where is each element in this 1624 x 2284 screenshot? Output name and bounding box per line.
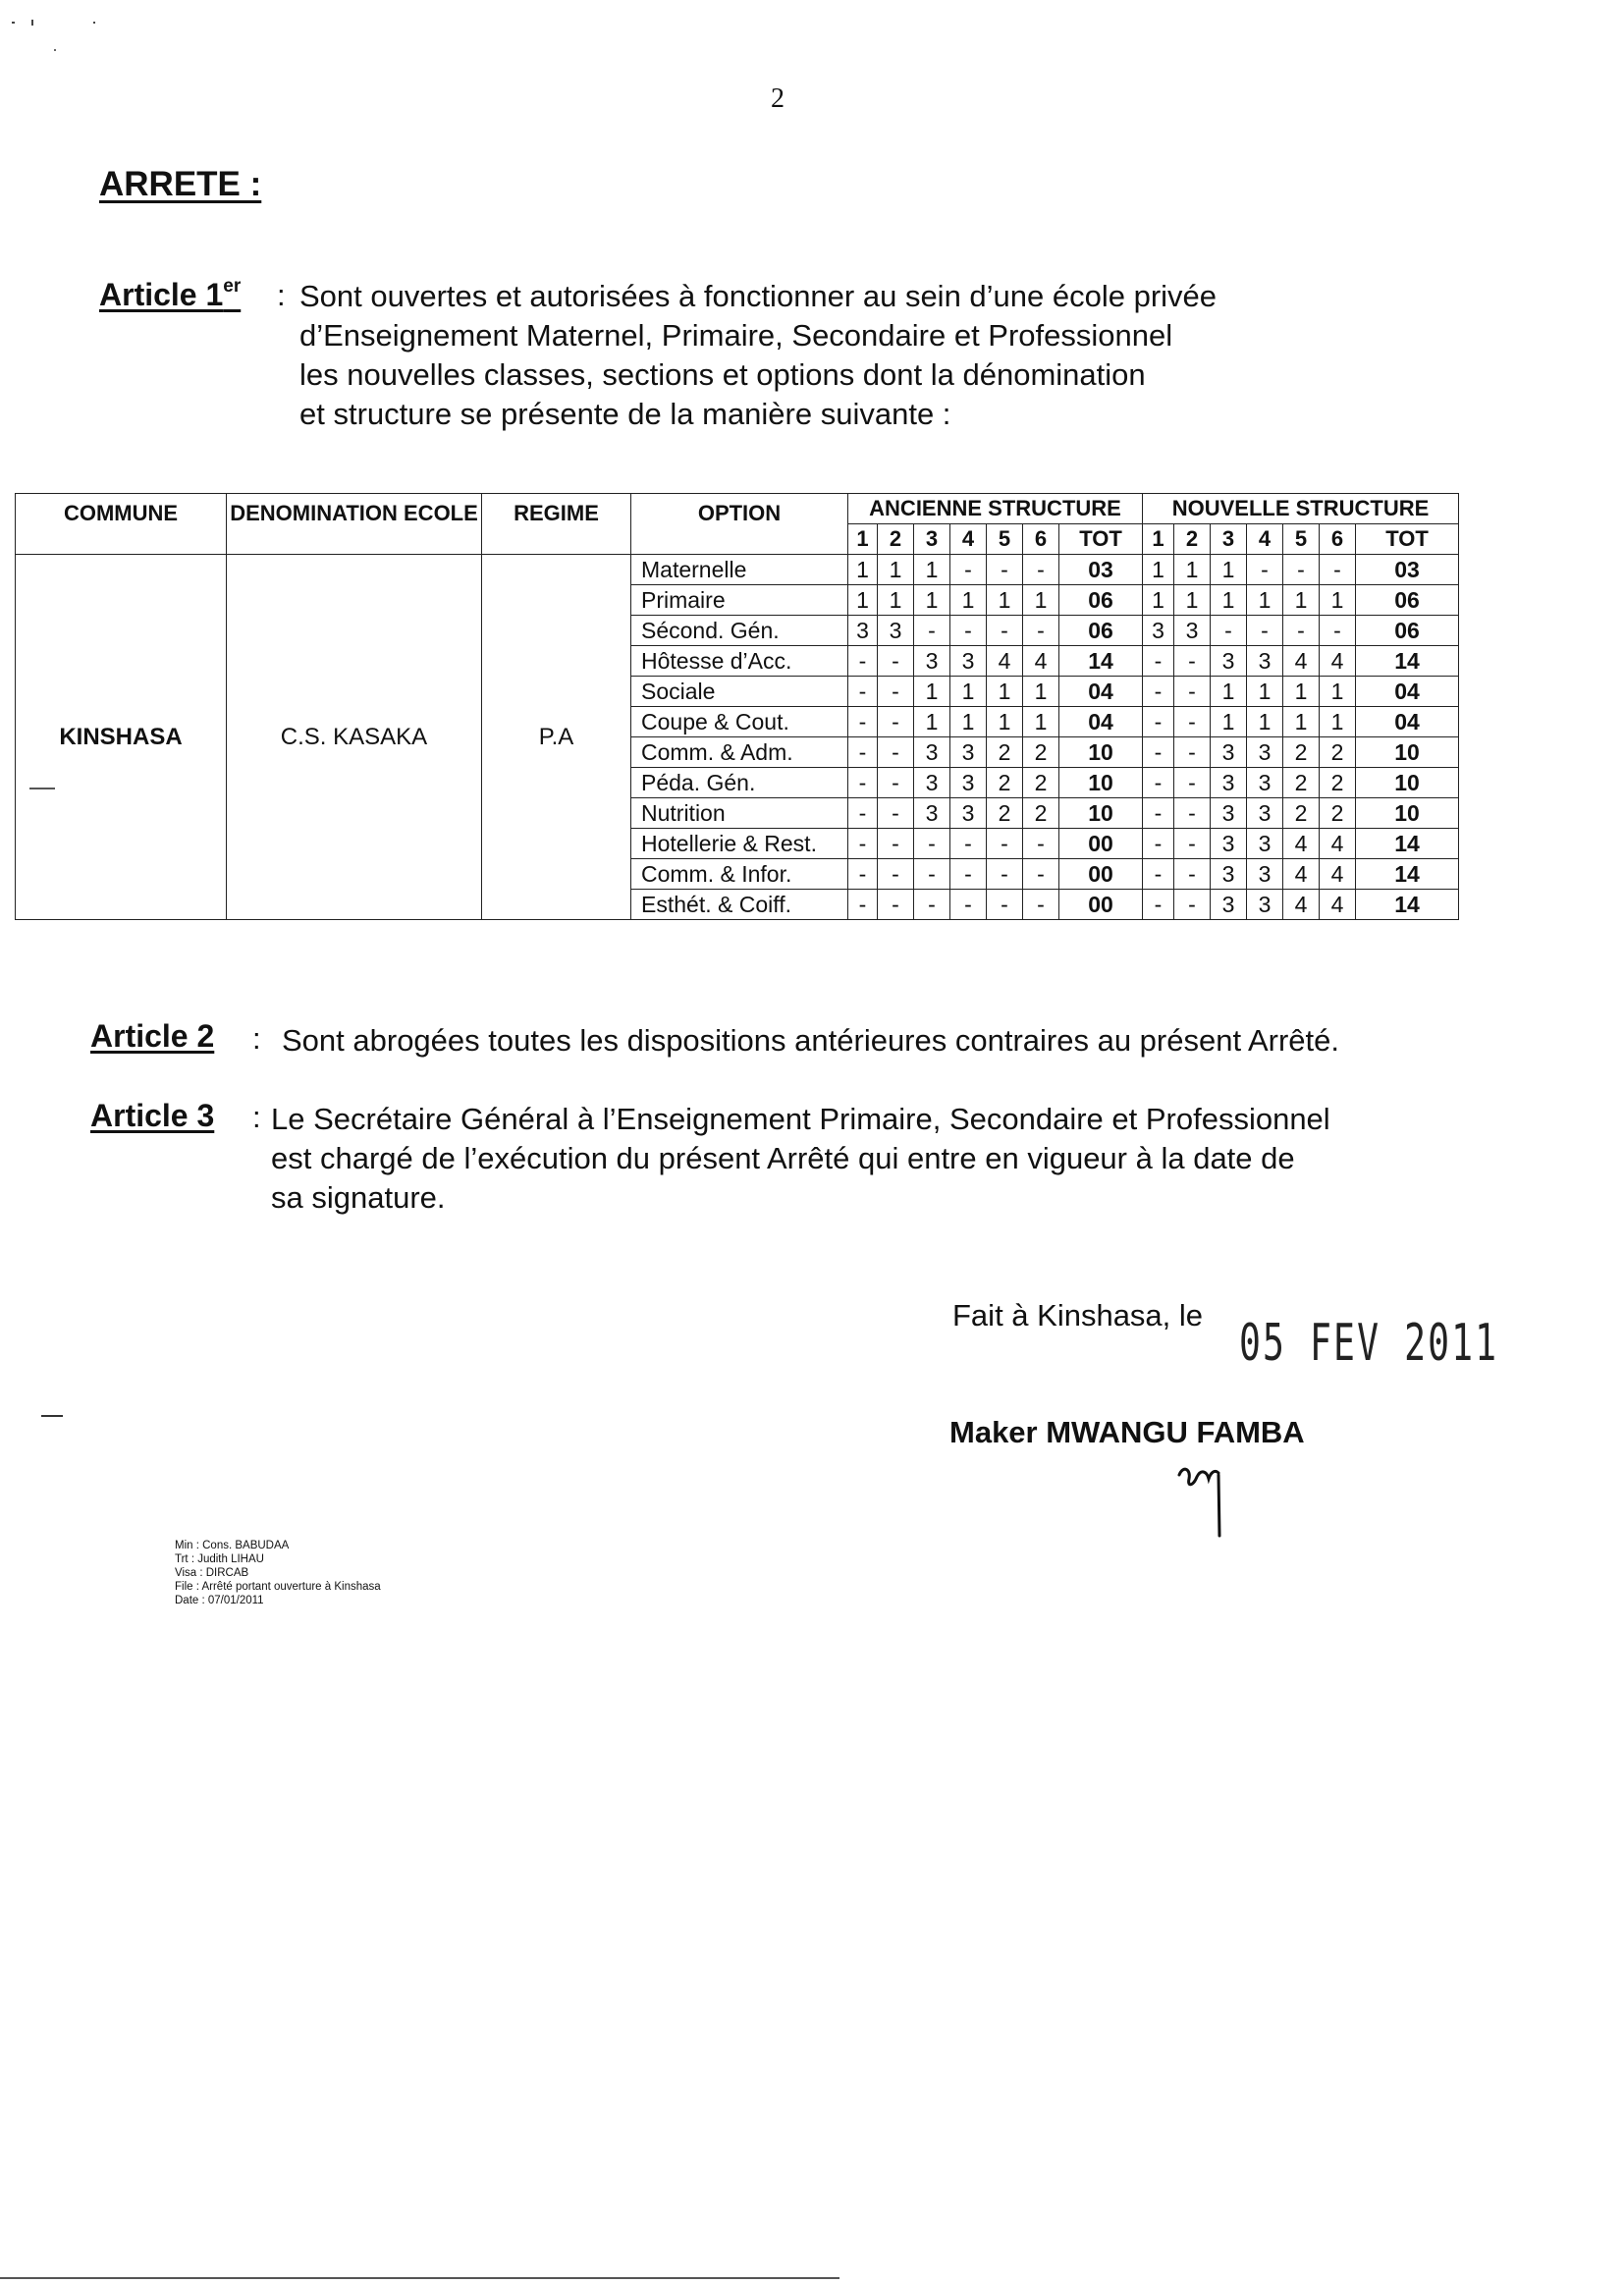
ancienne-year-cell: 1 — [914, 585, 950, 616]
ancienne-year-cell: - — [878, 677, 914, 707]
nouvelle-year-cell: - — [1320, 616, 1356, 646]
option-cell: Coupe & Cout. — [631, 707, 848, 737]
ancienne-year-cell: - — [1023, 555, 1059, 585]
ancienne-year-cell: - — [878, 768, 914, 798]
ancienne-total-cell: 14 — [1059, 646, 1143, 677]
ancienne-year-cell: 3 — [950, 737, 987, 768]
ancienne-year-cell: - — [987, 890, 1023, 920]
ancienne-total-cell: 06 — [1059, 585, 1143, 616]
nouvelle-year-cell: 1 — [1174, 555, 1211, 585]
subheader-cell: TOT — [1356, 524, 1459, 555]
ancienne-year-cell: 1 — [987, 677, 1023, 707]
option-cell: Péda. Gén. — [631, 768, 848, 798]
nouvelle-year-cell: 1 — [1211, 555, 1247, 585]
nouvelle-year-cell: 1 — [1211, 707, 1247, 737]
nouvelle-year-cell: - — [1143, 737, 1174, 768]
nouvelle-total-cell: 06 — [1356, 616, 1459, 646]
nouvelle-year-cell: - — [1174, 737, 1211, 768]
reference-block: Min : Cons. BABUDAA Trt : Judith LIHAU Visa : DIRCAB File : Arrêté portant ouverture à Kinshasa Date : 07/01/2011 — [175, 1540, 381, 1606]
ancienne-year-cell: 4 — [987, 646, 1023, 677]
nouvelle-year-cell: 3 — [1247, 829, 1283, 859]
ancienne-year-cell: 2 — [1023, 798, 1059, 829]
nouvelle-year-cell: 1 — [1211, 677, 1247, 707]
nouvelle-total-cell: 04 — [1356, 677, 1459, 707]
ancienne-year-cell: - — [914, 616, 950, 646]
subheader-cell: 6 — [1023, 524, 1059, 555]
nouvelle-year-cell: - — [1320, 555, 1356, 585]
header-nouvelle-structure: NOUVELLE STRUCTURE — [1143, 494, 1459, 524]
nouvelle-total-cell: 06 — [1356, 585, 1459, 616]
option-cell: Nutrition — [631, 798, 848, 829]
ancienne-total-cell: 04 — [1059, 707, 1143, 737]
ancienne-year-cell: 2 — [987, 737, 1023, 768]
ancienne-year-cell: - — [878, 737, 914, 768]
nouvelle-year-cell: 3 — [1143, 616, 1174, 646]
ancienne-year-cell: 3 — [950, 646, 987, 677]
nouvelle-year-cell: - — [1143, 890, 1174, 920]
table-body — [16, 555, 1459, 920]
nouvelle-total-cell: 14 — [1356, 859, 1459, 890]
nouvelle-year-cell: - — [1143, 646, 1174, 677]
ancienne-year-cell: - — [987, 859, 1023, 890]
option-cell: Primaire — [631, 585, 848, 616]
denomination-cell: C.S. KASAKA — [227, 555, 482, 920]
ancienne-year-cell: 1 — [848, 555, 878, 585]
table-row — [16, 555, 1459, 585]
signatory-name: Maker MWANGU FAMBA — [949, 1415, 1305, 1449]
nouvelle-year-cell: - — [1143, 677, 1174, 707]
nouvelle-year-cell: - — [1174, 677, 1211, 707]
ancienne-year-cell: - — [987, 616, 1023, 646]
handwritten-signature — [1173, 1463, 1252, 1542]
nouvelle-year-cell: - — [1283, 616, 1320, 646]
nouvelle-year-cell: - — [1174, 829, 1211, 859]
nouvelle-year-cell: 4 — [1283, 646, 1320, 677]
nouvelle-year-cell: - — [1143, 829, 1174, 859]
subheader-cell: 3 — [1211, 524, 1247, 555]
place-and-date-label: Fait à Kinshasa, le — [952, 1298, 1204, 1332]
nouvelle-year-cell: - — [1174, 768, 1211, 798]
nouvelle-year-cell: 2 — [1283, 768, 1320, 798]
nouvelle-year-cell: 3 — [1211, 890, 1247, 920]
ancienne-year-cell: - — [878, 829, 914, 859]
ancienne-year-cell: 1 — [987, 707, 1023, 737]
ancienne-total-cell: 10 — [1059, 798, 1143, 829]
option-cell: Sécond. Gén. — [631, 616, 848, 646]
ancienne-total-cell: 00 — [1059, 829, 1143, 859]
article-1-label: Article 1er — [99, 276, 242, 312]
header-regime: REGIME — [482, 494, 631, 555]
ancienne-year-cell: 3 — [914, 798, 950, 829]
nouvelle-year-cell: 3 — [1247, 768, 1283, 798]
header-denomination: DENOMINATION ECOLE — [227, 494, 482, 555]
nouvelle-year-cell: - — [1143, 859, 1174, 890]
nouvelle-year-cell: 4 — [1320, 890, 1356, 920]
ancienne-year-cell: - — [950, 890, 987, 920]
ancienne-year-cell: 4 — [1023, 646, 1059, 677]
option-cell: Comm. & Infor. — [631, 859, 848, 890]
nouvelle-year-cell: 1 — [1174, 585, 1211, 616]
ancienne-year-cell: 2 — [987, 798, 1023, 829]
subheader-cell: 2 — [878, 524, 914, 555]
subheader-cell: 6 — [1320, 524, 1356, 555]
ancienne-year-cell: 1 — [914, 677, 950, 707]
nouvelle-year-cell: 2 — [1283, 798, 1320, 829]
nouvelle-year-cell: 2 — [1320, 768, 1356, 798]
ancienne-year-cell: - — [1023, 829, 1059, 859]
nouvelle-year-cell: 3 — [1211, 829, 1247, 859]
subheader-cell: 1 — [848, 524, 878, 555]
nouvelle-total-cell: 14 — [1356, 646, 1459, 677]
ancienne-year-cell: - — [848, 646, 878, 677]
ancienne-year-cell: - — [1023, 616, 1059, 646]
nouvelle-year-cell: 4 — [1283, 890, 1320, 920]
ancienne-year-cell: 1 — [1023, 707, 1059, 737]
nouvelle-year-cell: 1 — [1320, 677, 1356, 707]
nouvelle-year-cell: - — [1247, 616, 1283, 646]
nouvelle-total-cell: 10 — [1356, 768, 1459, 798]
ancienne-year-cell: 2 — [987, 768, 1023, 798]
nouvelle-year-cell: - — [1174, 798, 1211, 829]
nouvelle-year-cell: 1 — [1247, 677, 1283, 707]
page-number: 2 — [771, 83, 785, 114]
ancienne-year-cell: - — [878, 646, 914, 677]
nouvelle-total-cell: 03 — [1356, 555, 1459, 585]
nouvelle-year-cell: 1 — [1283, 585, 1320, 616]
nouvelle-year-cell: - — [1174, 707, 1211, 737]
ancienne-year-cell: - — [914, 890, 950, 920]
ancienne-total-cell: 04 — [1059, 677, 1143, 707]
ancienne-year-cell: - — [1023, 859, 1059, 890]
nouvelle-year-cell: 1 — [1143, 585, 1174, 616]
ancienne-year-cell: - — [848, 859, 878, 890]
nouvelle-year-cell: 3 — [1211, 768, 1247, 798]
subheader-cell: TOT — [1059, 524, 1143, 555]
scan-mark — [41, 1415, 63, 1417]
nouvelle-total-cell: 10 — [1356, 737, 1459, 768]
nouvelle-total-cell: 14 — [1356, 890, 1459, 920]
ancienne-year-cell: 3 — [878, 616, 914, 646]
option-cell: Comm. & Adm. — [631, 737, 848, 768]
subheader-cell: 3 — [914, 524, 950, 555]
nouvelle-year-cell: - — [1283, 555, 1320, 585]
ancienne-year-cell: - — [848, 737, 878, 768]
ancienne-year-cell: - — [914, 829, 950, 859]
nouvelle-year-cell: - — [1174, 890, 1211, 920]
nouvelle-year-cell: - — [1247, 555, 1283, 585]
option-cell: Hotellerie & Rest. — [631, 829, 848, 859]
decree-heading: ARRETE : — [99, 165, 262, 203]
ancienne-year-cell: - — [950, 829, 987, 859]
nouvelle-year-cell: - — [1143, 707, 1174, 737]
ancienne-year-cell: 1 — [1023, 585, 1059, 616]
nouvelle-year-cell: 1 — [1143, 555, 1174, 585]
ancienne-year-cell: - — [987, 829, 1023, 859]
ancienne-year-cell: 1 — [950, 707, 987, 737]
ancienne-year-cell: 3 — [950, 768, 987, 798]
ancienne-year-cell: 1 — [914, 707, 950, 737]
scan-speck — [93, 22, 95, 24]
ancienne-year-cell: - — [878, 890, 914, 920]
nouvelle-year-cell: 2 — [1283, 737, 1320, 768]
ancienne-year-cell: - — [950, 616, 987, 646]
scan-speck — [12, 22, 15, 24]
article-3-colon: : — [252, 1100, 261, 1134]
scan-speck — [54, 49, 56, 51]
option-cell: Esthét. & Coiff. — [631, 890, 848, 920]
ancienne-year-cell: 1 — [1023, 677, 1059, 707]
ancienne-total-cell: 10 — [1059, 768, 1143, 798]
ancienne-year-cell: 1 — [878, 555, 914, 585]
nouvelle-total-cell: 14 — [1356, 829, 1459, 859]
subheader-cell: 4 — [1247, 524, 1283, 555]
commune-cell: KINSHASA — [16, 555, 227, 920]
nouvelle-year-cell: 3 — [1211, 646, 1247, 677]
nouvelle-year-cell: - — [1143, 768, 1174, 798]
header-row — [16, 494, 1459, 524]
ancienne-total-cell: 10 — [1059, 737, 1143, 768]
nouvelle-year-cell: 1 — [1247, 585, 1283, 616]
nouvelle-year-cell: - — [1174, 646, 1211, 677]
ancienne-year-cell: - — [878, 707, 914, 737]
ancienne-year-cell: 3 — [914, 737, 950, 768]
bottom-rule — [0, 2277, 839, 2279]
ancienne-year-cell: - — [878, 859, 914, 890]
nouvelle-year-cell: 3 — [1247, 798, 1283, 829]
ancienne-year-cell: - — [1023, 890, 1059, 920]
stamped-date: 05 FEV 2011 — [1239, 1314, 1499, 1373]
subheader-cell: 5 — [987, 524, 1023, 555]
ancienne-year-cell: - — [848, 707, 878, 737]
ancienne-year-cell: 1 — [914, 555, 950, 585]
ancienne-year-cell: 2 — [1023, 737, 1059, 768]
nouvelle-year-cell: 2 — [1320, 798, 1356, 829]
ancienne-year-cell: - — [848, 890, 878, 920]
ancienne-year-cell: - — [848, 677, 878, 707]
ancienne-year-cell: 3 — [914, 768, 950, 798]
nouvelle-year-cell: 3 — [1247, 859, 1283, 890]
nouvelle-year-cell: 4 — [1283, 829, 1320, 859]
nouvelle-year-cell: 3 — [1211, 859, 1247, 890]
header-commune: COMMUNE — [16, 494, 227, 555]
ancienne-year-cell: 2 — [1023, 768, 1059, 798]
ancienne-year-cell: 1 — [878, 585, 914, 616]
option-cell: Sociale — [631, 677, 848, 707]
subheader-cell: 5 — [1283, 524, 1320, 555]
nouvelle-year-cell: 4 — [1283, 859, 1320, 890]
ancienne-total-cell: 03 — [1059, 555, 1143, 585]
nouvelle-total-cell: 10 — [1356, 798, 1459, 829]
nouvelle-year-cell: 1 — [1211, 585, 1247, 616]
article-1-colon: : — [277, 278, 286, 312]
nouvelle-year-cell: - — [1143, 798, 1174, 829]
nouvelle-year-cell: 2 — [1320, 737, 1356, 768]
nouvelle-year-cell: 3 — [1174, 616, 1211, 646]
ancienne-year-cell: - — [914, 859, 950, 890]
article-2-label: Article 2 — [90, 1018, 215, 1054]
nouvelle-year-cell: 4 — [1320, 646, 1356, 677]
ancienne-year-cell: 3 — [914, 646, 950, 677]
nouvelle-year-cell: 3 — [1247, 646, 1283, 677]
nouvelle-year-cell: 1 — [1283, 707, 1320, 737]
ancienne-year-cell: 1 — [848, 585, 878, 616]
ancienne-year-cell: - — [950, 859, 987, 890]
option-cell: Hôtesse d’Acc. — [631, 646, 848, 677]
nouvelle-year-cell: 1 — [1320, 585, 1356, 616]
option-cell: Maternelle — [631, 555, 848, 585]
ancienne-year-cell: - — [987, 555, 1023, 585]
ancienne-year-cell: 1 — [950, 677, 987, 707]
structure-table — [15, 493, 1459, 920]
article-2-colon: : — [252, 1021, 261, 1056]
nouvelle-year-cell: 3 — [1247, 890, 1283, 920]
article-2-text: Sont abrogées toutes les dispositions antérieures contraires au présent Arrêté. — [282, 1023, 1340, 1058]
nouvelle-year-cell: 1 — [1247, 707, 1283, 737]
ancienne-year-cell: 3 — [848, 616, 878, 646]
nouvelle-year-cell: 3 — [1211, 798, 1247, 829]
subheader-cell: 1 — [1143, 524, 1174, 555]
ancienne-total-cell: 00 — [1059, 859, 1143, 890]
article-3-label: Article 3 — [90, 1098, 215, 1133]
article-3-text: Le Secrétaire Général à l’Enseignement Primaire, Secondaire et Professionnel est chargé de l’exécution du présent Arrêté qui entre en vigueur à la date de sa signature. — [271, 1102, 1330, 1215]
ancienne-total-cell: 06 — [1059, 616, 1143, 646]
subheader-cell: 4 — [950, 524, 987, 555]
nouvelle-year-cell: 4 — [1320, 859, 1356, 890]
article-1-text: Sont ouvertes et autorisées à fonctionner au sein d’une école privée d’Enseignement Maternel, Primaire, Secondaire et Professionnel les nouvelles classes, sections et options dont la dénomination et structure se présente de la manière suivante : — [299, 279, 1218, 431]
scan-speck — [31, 20, 33, 26]
nouvelle-year-cell: - — [1174, 859, 1211, 890]
ancienne-year-cell: - — [848, 798, 878, 829]
subheader-cell: 2 — [1174, 524, 1211, 555]
header-option: OPTION — [631, 494, 848, 555]
ancienne-year-cell: - — [950, 555, 987, 585]
nouvelle-year-cell: 4 — [1320, 829, 1356, 859]
nouvelle-year-cell: - — [1211, 616, 1247, 646]
nouvelle-year-cell: 1 — [1283, 677, 1320, 707]
regime-cell: P.A — [482, 555, 631, 920]
nouvelle-year-cell: 1 — [1320, 707, 1356, 737]
ancienne-year-cell: 3 — [950, 798, 987, 829]
ancienne-year-cell: - — [878, 798, 914, 829]
nouvelle-total-cell: 04 — [1356, 707, 1459, 737]
ancienne-year-cell: 1 — [950, 585, 987, 616]
nouvelle-year-cell: 3 — [1211, 737, 1247, 768]
header-ancienne-structure: ANCIENNE STRUCTURE — [848, 494, 1143, 524]
ancienne-total-cell: 00 — [1059, 890, 1143, 920]
ancienne-year-cell: - — [848, 768, 878, 798]
ancienne-year-cell: - — [848, 829, 878, 859]
nouvelle-year-cell: 3 — [1247, 737, 1283, 768]
ancienne-year-cell: 1 — [987, 585, 1023, 616]
